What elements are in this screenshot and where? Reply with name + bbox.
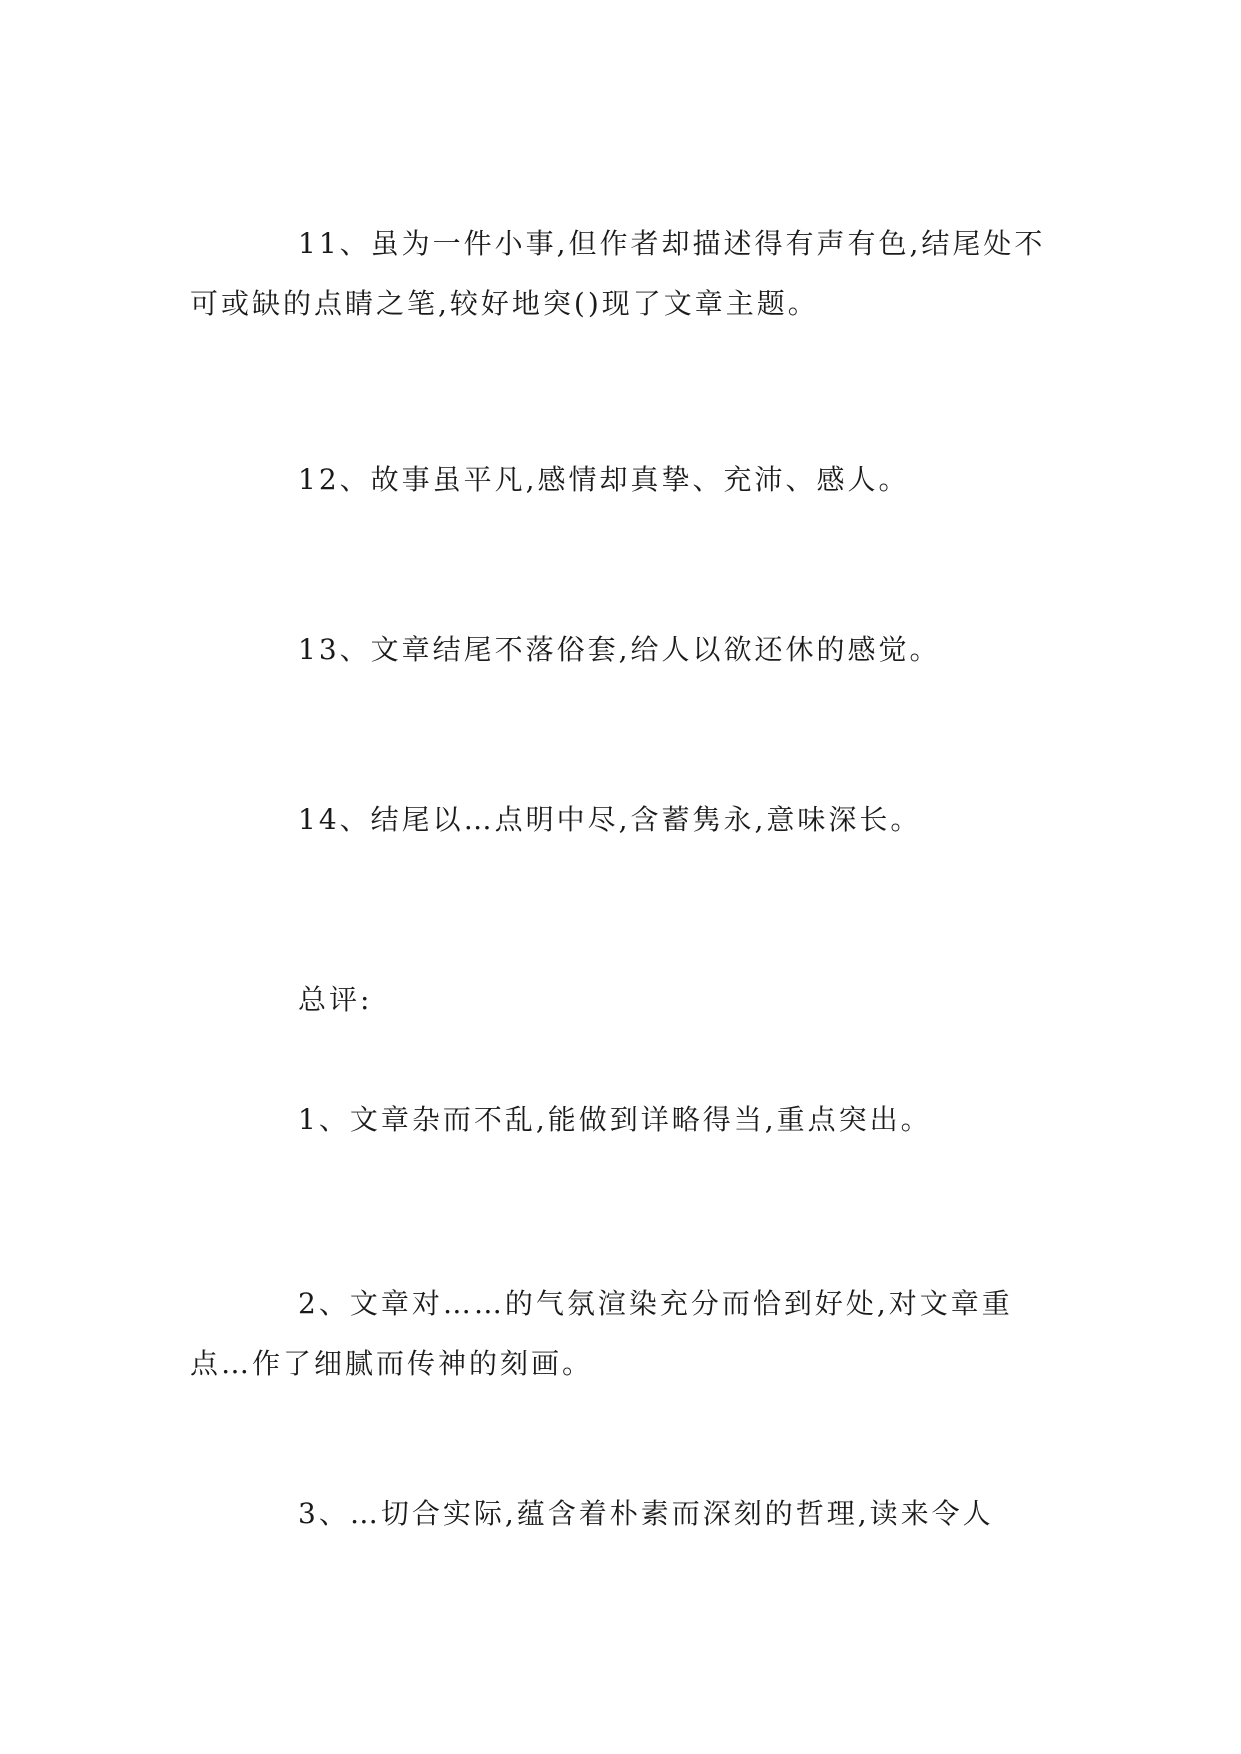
summary-item-3: 3、…切合实际,蕴含着朴素而深刻的哲理,读来令人 <box>298 1497 994 1530</box>
summary-item-2: 2、文章对……的气氛渲染充分而恰到好处,对文章重点…作了细腻而传神的刻画。 <box>190 1287 1013 1380</box>
summary-item-1: 1、文章杂而不乱,能做到详略得当,重点突出。 <box>298 1103 932 1136</box>
comment-paragraph-13: 13、文章结尾不落俗套,给人以欲还休的感觉。 <box>298 633 941 666</box>
comment-paragraph-14: 14、结尾以…点明中尽,含蓄隽永,意味深长。 <box>298 803 922 836</box>
comment-paragraph-12: 12、故事虽平凡,感情却真挚、充沛、感人。 <box>298 463 910 496</box>
comment-paragraph-11: 11、虽为一件小事,但作者却描述得有声有色,结尾处不可或缺的点睛之笔,较好地突()现了文章主题。 <box>190 227 1046 320</box>
summary-heading: 总评: <box>298 983 373 1016</box>
